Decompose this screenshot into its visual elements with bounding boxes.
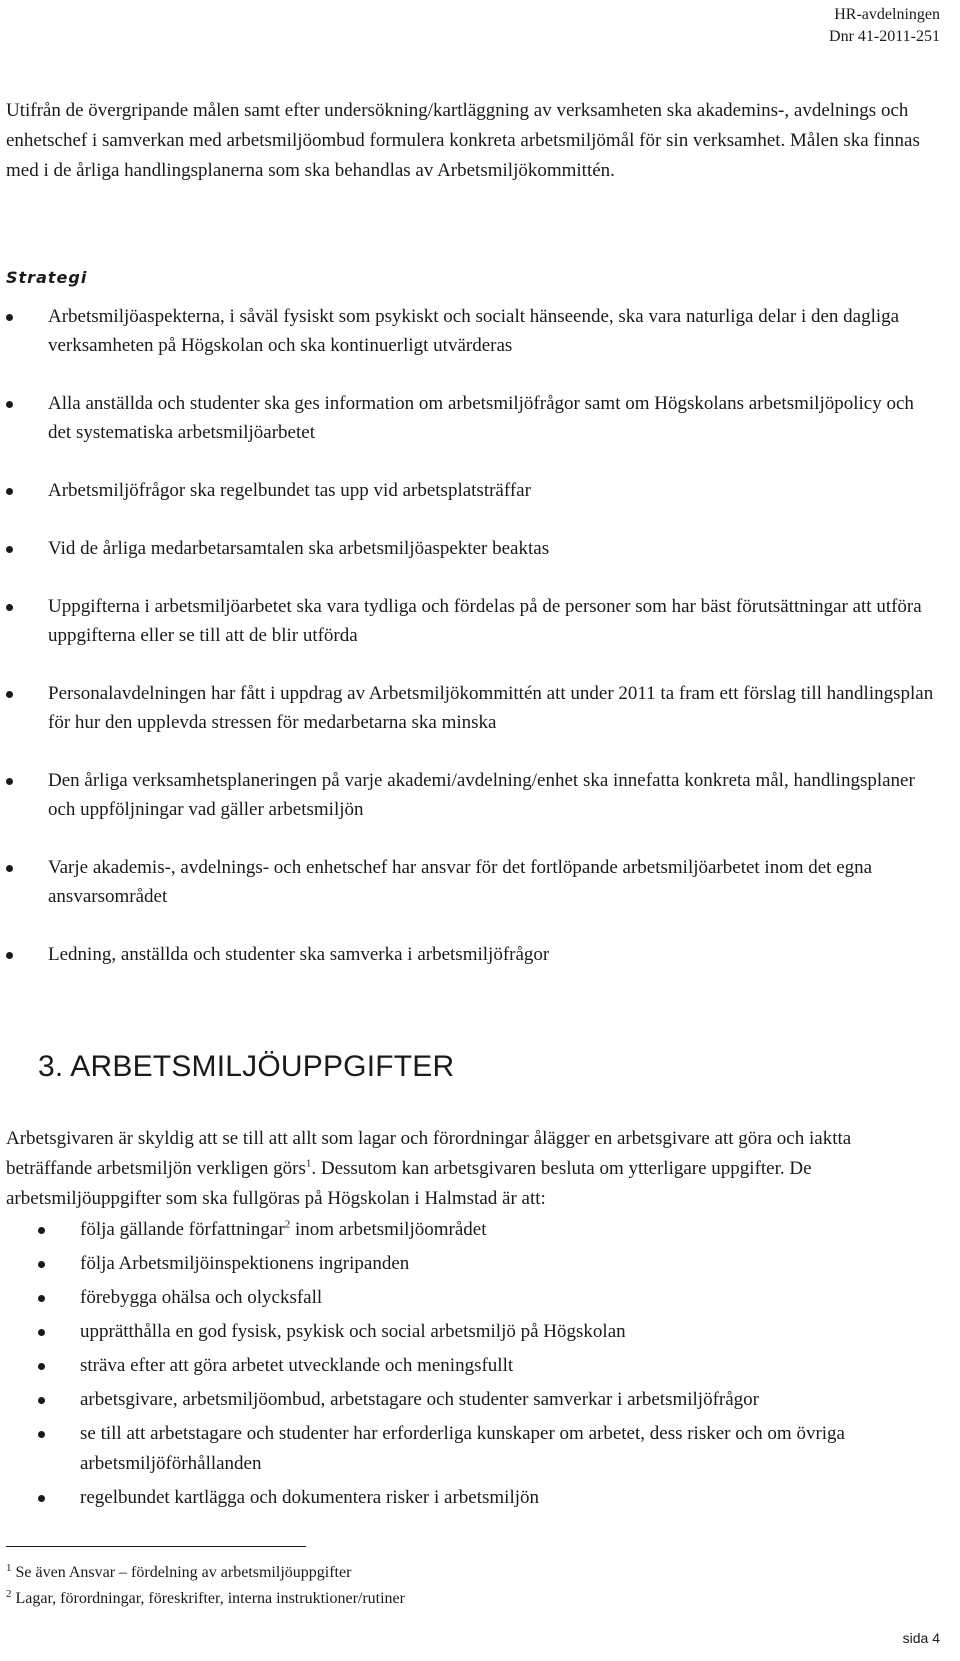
list-item-text: följa gällande författningar bbox=[80, 1219, 285, 1240]
footnote-divider bbox=[6, 1546, 306, 1547]
bullet-icon bbox=[6, 952, 13, 959]
bullet-icon bbox=[6, 314, 13, 321]
list-item bbox=[6, 853, 936, 911]
bullet-icon bbox=[38, 1261, 45, 1268]
strategy-list bbox=[6, 302, 936, 998]
list-item bbox=[38, 1215, 918, 1245]
footnote-reference[interactable]: 1 bbox=[305, 1157, 312, 1170]
footnote bbox=[6, 1560, 936, 1586]
page-header bbox=[829, 4, 940, 48]
list-item bbox=[6, 940, 936, 969]
intro-paragraph: Utifrån de övergripande målen samt efter undersökning/kartläggning av verksamheten ska akademins-, avdelnings och enhetschef i samverkan med arbetsmiljöombud formulera konkreta arbetsmiljömål för sin verksamhet. Målen ska finnas med i de årliga handlingsplanerna som ska behandlas av Arbetsmiljökommittén. bbox=[6, 100, 920, 181]
bullet-icon bbox=[6, 604, 13, 611]
bullet-icon bbox=[6, 691, 13, 698]
list-item bbox=[6, 592, 936, 650]
bullet-icon bbox=[38, 1495, 45, 1502]
list-item bbox=[6, 476, 936, 505]
list-item bbox=[6, 766, 936, 824]
duty-list bbox=[38, 1215, 918, 1517]
list-item-text: Den årliga verksamhetsplaneringen på varje akademi/avdelning/enhet ska innefatta konkreta mål, handlingsplaner och uppföljningar vad gäller arbetsmiljön bbox=[48, 770, 915, 820]
document-number: Dnr 41-2011-251 bbox=[829, 28, 940, 45]
footnote-text: Se även Ansvar – fördelning av arbetsmiljöuppgifter bbox=[15, 1564, 352, 1581]
list-item-text: Varje akademis-, avdelnings- och enhetschef har ansvar för det fortlöpande arbetsmiljöarbetet inom det egna ansvarsområdet bbox=[48, 857, 873, 907]
footnote-number: 1 bbox=[6, 1561, 12, 1574]
body-text-part: . Dessutom kan arbetsgivaren besluta om ytterligare uppgifter. De arbetsmiljöuppgifter som ska fullgöras på Högskolan i Halmstad är att: bbox=[6, 1158, 812, 1209]
page-number: sida 4 bbox=[902, 1630, 940, 1646]
bullet-icon bbox=[6, 546, 13, 553]
footnote bbox=[6, 1586, 936, 1612]
bullet-icon bbox=[6, 401, 13, 408]
section-heading: 3. ARBETSMILJÖUPPGIFTER bbox=[38, 1050, 455, 1083]
list-item-text: Vid de årliga medarbetarsamtalen ska arbetsmiljöaspekter beaktas bbox=[48, 538, 550, 559]
list-item bbox=[38, 1317, 918, 1347]
list-item bbox=[38, 1483, 918, 1513]
list-item-text: inom arbetsmiljöområdet bbox=[290, 1219, 487, 1240]
bullet-icon bbox=[6, 488, 13, 495]
bullet-icon bbox=[38, 1295, 45, 1302]
list-item bbox=[6, 679, 936, 737]
bullet-icon bbox=[6, 865, 13, 872]
bullet-icon bbox=[38, 1431, 45, 1438]
list-item-text: förebygga ohälsa och olycksfall bbox=[80, 1287, 323, 1308]
list-item-text: regelbundet kartlägga och dokumentera risker i arbetsmiljön bbox=[80, 1487, 540, 1508]
section-body-paragraph bbox=[6, 1124, 936, 1214]
list-item-text: Arbetsmiljöfrågor ska regelbundet tas upp vid arbetsplatsträffar bbox=[48, 480, 531, 501]
list-item bbox=[38, 1419, 918, 1479]
bullet-icon bbox=[38, 1363, 45, 1370]
bullet-icon bbox=[38, 1227, 45, 1234]
list-item bbox=[38, 1351, 918, 1381]
footnote-text: Lagar, förordningar, föreskrifter, interna instruktioner/rutiner bbox=[15, 1590, 405, 1607]
list-item bbox=[38, 1249, 918, 1279]
list-item-text: Personalavdelningen har fått i uppdrag av Arbetsmiljökommittén att under 2011 ta fram ett förslag till handlingsplan för hur den upplevda stressen för medarbetarna ska minska bbox=[48, 683, 934, 733]
list-item-text: Arbetsmiljöaspekterna, i såväl fysiskt som psykiskt och socialt hänseende, ska vara naturliga delar i den dagliga verksamheten på Högskolan och ska kontinuerligt utvärderas bbox=[48, 306, 900, 356]
list-item-text: Ledning, anställda och studenter ska samverka i arbetsmiljöfrågor bbox=[48, 944, 550, 965]
list-item-text: sträva efter att göra arbetet utvecklande och meningsfullt bbox=[80, 1355, 514, 1376]
list-item bbox=[6, 534, 936, 563]
list-item-text: Uppgifterna i arbetsmiljöarbetet ska vara tydliga och fördelas på de personer som har bäst förutsättningar att utföra uppgifterna eller se till att de blir utförda bbox=[48, 596, 922, 646]
list-item-text: följa Arbetsmiljöinspektionens ingripanden bbox=[80, 1253, 410, 1274]
list-item-text: arbetsgivare, arbetsmiljöombud, arbetstagare och studenter samverkar i arbetsmiljöfrågor bbox=[80, 1389, 759, 1410]
strategy-heading: Strategi bbox=[6, 268, 88, 287]
list-item-text: upprätthålla en god fysisk, psykisk och social arbetsmiljö på Högskolan bbox=[80, 1321, 626, 1342]
list-item bbox=[38, 1385, 918, 1415]
list-item bbox=[38, 1283, 918, 1313]
list-item bbox=[6, 302, 936, 360]
footnote-number: 2 bbox=[6, 1587, 12, 1600]
list-item bbox=[6, 389, 936, 447]
list-item-text: se till att arbetstagare och studenter har erforderliga kunskaper om arbetet, dess risker och om övriga arbetsmiljöförhållanden bbox=[80, 1423, 845, 1474]
bullet-icon bbox=[6, 778, 13, 785]
footnote-reference[interactable]: 2 bbox=[284, 1218, 291, 1231]
department-name: HR-avdelningen bbox=[834, 6, 940, 23]
list-item-text: Alla anställda och studenter ska ges information om arbetsmiljöfrågor samt om Högskolans arbetsmiljöpolicy och det systematiska arbetsmiljöarbetet bbox=[48, 393, 914, 443]
body-text-part: Arbetsgivaren är skyldig att se till att allt som lagar och förordningar ålägger en arbetsgivare att göra och iaktta beträffande arbetsmiljön verkligen görs bbox=[6, 1128, 852, 1179]
bullet-icon bbox=[38, 1397, 45, 1404]
bullet-icon bbox=[38, 1329, 45, 1336]
footnotes bbox=[6, 1560, 936, 1612]
